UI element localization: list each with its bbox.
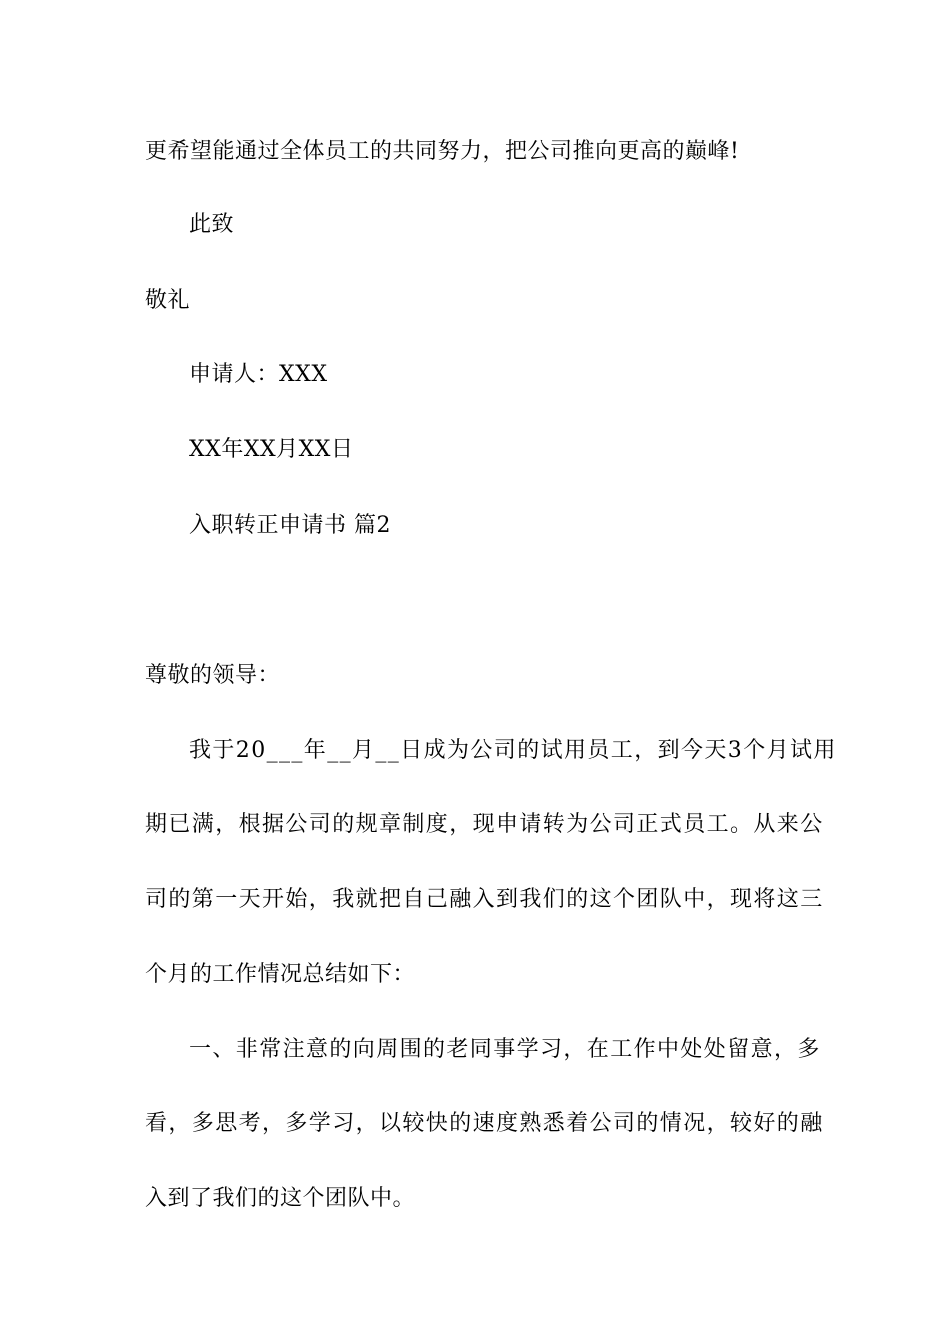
paragraph-closing-line: 更希望能通过全体员工的共同努力，把公司推向更高的巅峰! — [145, 139, 740, 164]
paragraph-line: 一、非常注意的向周围的老同事学习，在工作中处处留意，多 — [189, 1037, 821, 1062]
paragraph-line: 期已满，根据公司的规章制度，现申请转为公司正式员工。从来公 — [145, 812, 824, 837]
letter-greeting: 尊敬的领导： — [145, 663, 281, 688]
paragraph-line: 个月的工作情况总结如下： — [145, 962, 416, 987]
paragraph-line: 入到了我们的这个团队中。 — [145, 1186, 416, 1211]
salutation-cizhi: 此致 — [189, 212, 235, 237]
section-title: 入职转正申请书 篇2 — [189, 513, 391, 538]
salutation-jingli: 敬礼 — [145, 288, 191, 313]
paragraph-line: 司的第一天开始，我就把自己融入到我们的这个团队中，现将这三 — [145, 887, 824, 912]
paragraph-line: 我于20___年__月__日成为公司的试用员工，到今天3个月试用 — [189, 738, 837, 763]
paragraph-line: 看，多思考，多学习，以较快的速度熟悉着公司的情况，较好的融 — [145, 1111, 824, 1136]
applicant-name: 申请人：XXX — [189, 362, 328, 387]
application-date: XX年XX月XX日 — [189, 437, 354, 462]
